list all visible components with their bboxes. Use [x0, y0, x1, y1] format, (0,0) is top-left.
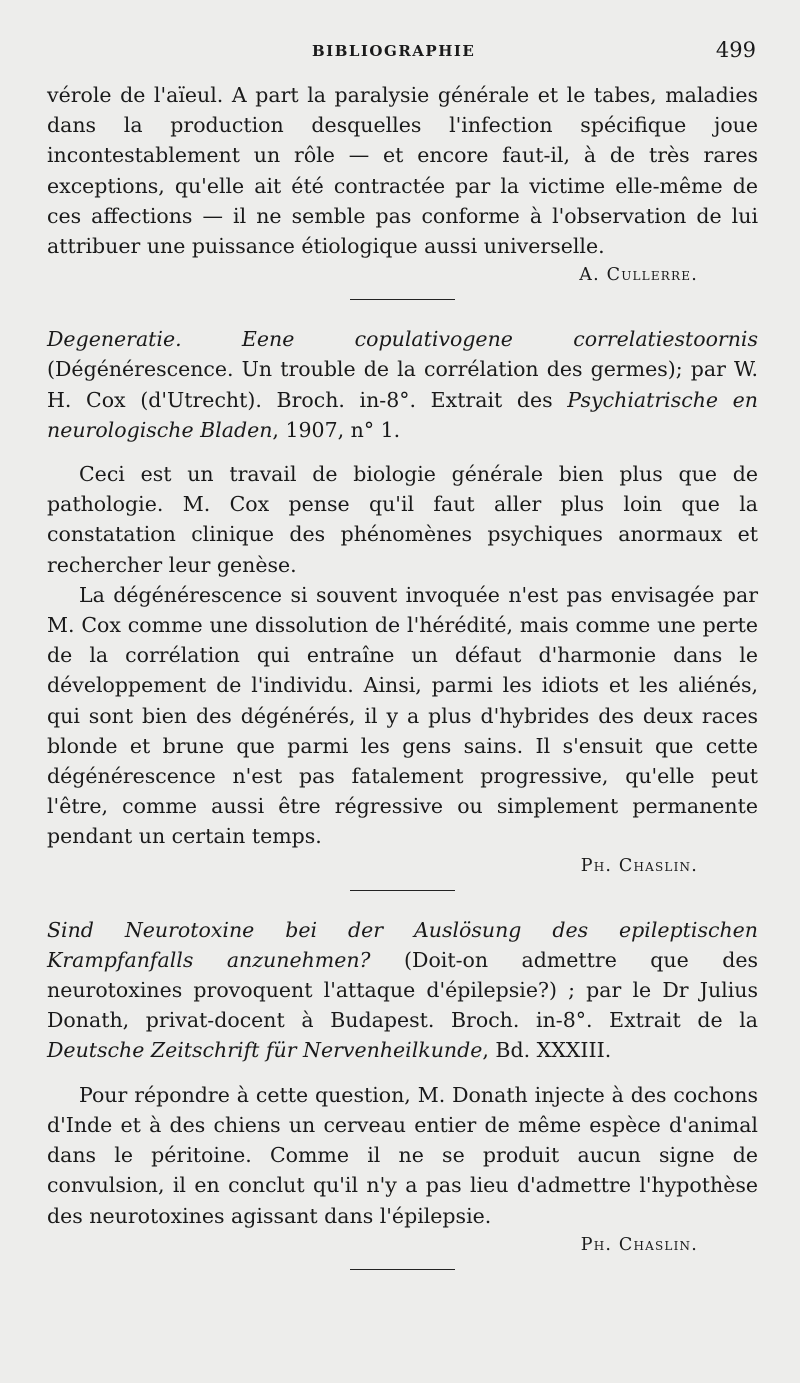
section-divider: [350, 890, 455, 891]
page-number: 499: [715, 38, 756, 62]
entry-journal-donath: Deutsche Zeitschrift für Nervenheilkunde: [47, 1038, 483, 1063]
entry-journal-details-donath: , Bd. XXXIII.: [482, 1038, 612, 1063]
continuation-paragraph: vérole de l'aïeul. A part la paralysie générale et le tabes, maladies dans la production desquelles l'infection spécifique joue incontestablement un rôle — et encore faut-il, à de très rares exceptions, qu'elle ait été contractée par la victime elle-même de ces affections — il ne semble pas conforme à l'observation de lui attribuer une puissance étiologique aussi universelle.: [47, 83, 758, 259]
running-head: [47, 38, 758, 80]
entry-journal-cox: Psychiatrische en neurologische Bladen: [47, 387, 758, 442]
entry-citation-donath: (Doit-on admettre que des neurotoxines provoquent l'attaque d'épilepsie?) ; par le Dr Julius Donath, privat-docent à Budapest. Broch. in-8°. Extrait de la: [47, 947, 758, 1033]
signature-chaslin-2: Ph. Chaslin.: [580, 1234, 698, 1255]
section-divider: [350, 299, 455, 300]
section-divider: [350, 1269, 455, 1270]
entry-heading-cox: [47, 324, 758, 445]
running-title: BIBLIOGRAPHIE: [312, 42, 476, 60]
review-paragraph-cox-1: Ceci est un travail de biologie générale bien plus que de pathologie. M. Cox pense qu'il faut aller plus loin que la constatation clinique des phénomènes psychiques anormaux et rechercher leur genèse.: [47, 462, 758, 577]
review-paragraph-donath: Pour répondre à cette question, M. Donath injecte à des cochons d'Inde et à des chiens un cerveau entier de même espèce d'animal dans le péritoine. Comme il ne se produit aucun signe de convulsion, il en conclut qu'il n'y a pas lieu d'admettre l'hypothèse des neurotoxines agissant dans l'épilepsie.: [47, 1082, 758, 1228]
entry-heading-donath: [47, 915, 758, 1066]
review-paragraph-cox-2: La dégénérescence si souvent invoquée n'est pas envisagée par M. Cox comme une dissolution de l'hérédité, mais comme une perte de la corrélation qui entraîne un défaut d'harmonie dans le développement de l'individu. Ainsi, parmi les idiots et les aliénés, qui sont bien des dégénérés, il y a plus d'hybrides des deux races blonde et brune que parmi les gens sains. Il s'ensuit que cette dégénérescence n'est pas fatalement progressive, qu'elle peut l'être, comme aussi être régressive ou simplement permanente pendant un certain temps.: [47, 582, 758, 849]
signature-chaslin-1: Ph. Chaslin.: [580, 855, 698, 876]
entry-title-cox: Degeneratie. Eene copulativogene correlatiestoornis: [47, 327, 758, 352]
signature-cullerre: A. Cullerre.: [579, 265, 698, 286]
entry-journal-details-cox: , 1907, n° 1.: [272, 417, 401, 442]
entry-title-donath: Sind Neurotoxine bei der Auslösung des epileptischen Krampfanfalls anzunehmen?: [47, 917, 758, 972]
entry-citation-cox: (Dégénérescence. Un trouble de la corrélation des germes); par W. H. Cox (d'Utrecht). Broch. in-8°. Extrait des: [47, 357, 758, 412]
